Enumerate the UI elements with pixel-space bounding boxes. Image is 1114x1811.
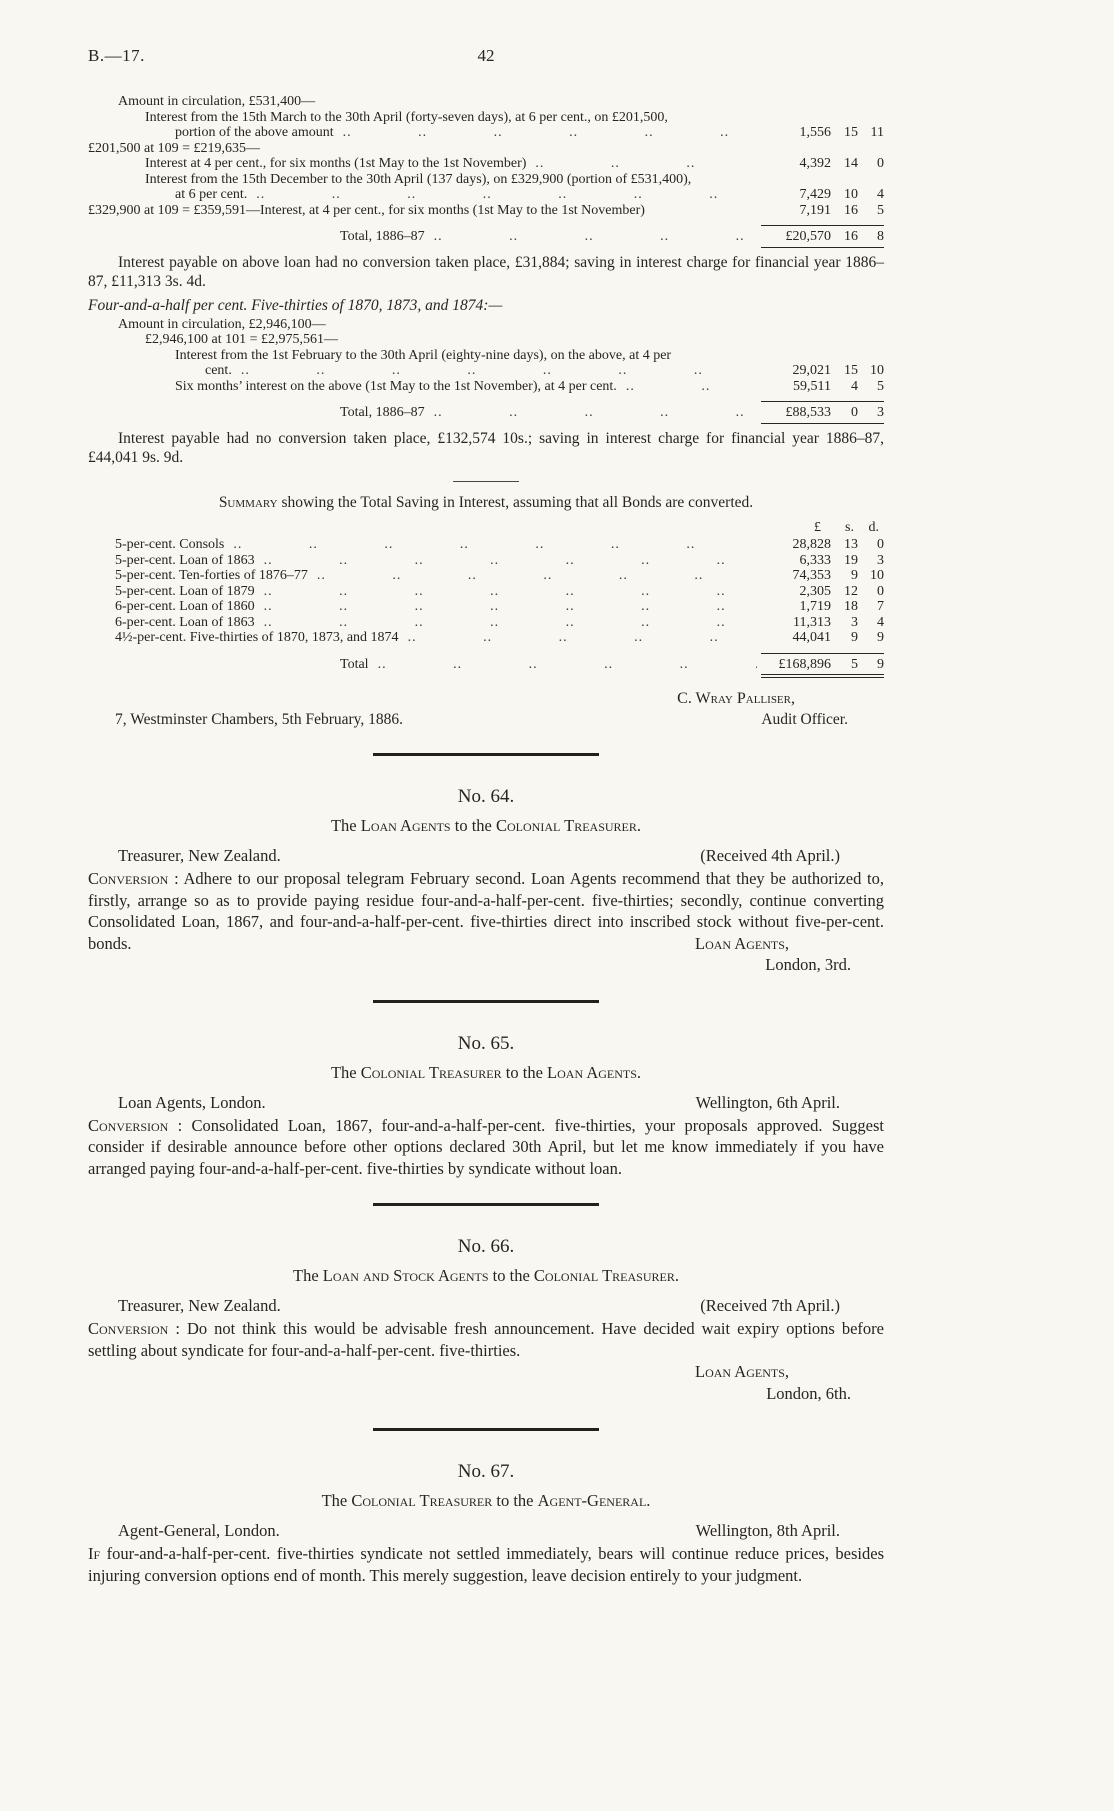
amount-pence: 0	[877, 156, 884, 171]
amount-pence: 7	[877, 599, 884, 615]
title-from: Loan Agents	[360, 816, 451, 836]
amount-shillings: 4	[851, 378, 858, 394]
dot-leader	[626, 379, 757, 395]
signature-row	[88, 711, 884, 729]
letter-title	[88, 1063, 884, 1083]
note-paragraph: Interest payable on above loan had no conversion taken place, £31,884; saving in interest charge for financial year 1886–87, £11,313 3s. 4d.	[88, 253, 884, 291]
amount-pence: 8	[877, 229, 884, 244]
ledger-line	[88, 187, 884, 203]
amount-shillings: 15	[844, 125, 858, 140]
summary-heading	[88, 494, 884, 512]
letter-lead: Conversion :	[88, 1319, 180, 1339]
table-row	[88, 630, 884, 646]
letter-text: four-and-a-half-per-cent. five-thirties syndicate not settled immediately, bears will continue reduce prices, besides injuring conversion options end of month. This merely suggestion, leave decision entirely to your judgment.	[88, 1544, 884, 1585]
total-row	[88, 653, 884, 679]
column-header-group	[761, 520, 884, 536]
amount-shillings: 5	[851, 656, 858, 672]
ledger-line-text: Interest from the 15th March to the 30th April (forty-seven days), at 6 per cent., on £201,500,	[145, 109, 668, 125]
amount-pounds: £20,570	[785, 229, 831, 244]
ledger-line	[88, 332, 884, 348]
amount-pence: 5	[877, 378, 884, 394]
letter-body	[88, 868, 884, 954]
ledger-line	[88, 94, 884, 110]
amount-pence: 9	[877, 630, 884, 646]
amount-pounds: 44,041	[792, 630, 831, 646]
amount-shillings: 9	[851, 630, 858, 646]
row-label: 5-per-cent. Loan of 1879	[115, 583, 255, 599]
letter-text: Do not think this would be advisable fresh announcement. Have decided wait expiry options before settling about syndicate for four-and-a-half-per-cent. five-thirties.	[88, 1319, 884, 1360]
letter-title	[88, 816, 884, 836]
total-label: Total	[340, 656, 369, 672]
ledger-line-text: £2,946,100 at 101 = £2,975,561—	[145, 332, 338, 348]
letter-number: No. 67.	[457, 1461, 515, 1483]
title-to: Agent-General.	[537, 1491, 651, 1511]
ledger-line-text: £201,500 at 109 = £219,635—	[88, 140, 260, 156]
title-mid: to the	[496, 1491, 534, 1511]
dot-leader	[241, 363, 757, 379]
amount-shillings: 12	[844, 583, 858, 599]
amount-pounds: 74,353	[792, 568, 831, 584]
row-label: 5-per-cent. Consols	[115, 537, 225, 553]
section-divider	[373, 1000, 599, 1003]
amount-pence: 11	[870, 125, 884, 140]
amount	[761, 630, 884, 646]
address-row	[88, 1296, 884, 1316]
ledger-line	[88, 125, 884, 141]
amount-pounds: 11,313	[793, 614, 831, 630]
column-header-pounds: £	[814, 519, 821, 535]
signature-name: C. Wray Palliser,	[677, 690, 795, 708]
total-label: Total, 1886–87	[340, 405, 425, 421]
letter-no-65	[88, 1033, 884, 1180]
title-to: Colonial Treasurer.	[533, 1266, 679, 1286]
amount-pounds: 1,556	[799, 125, 831, 140]
signature-city: London, 6th.	[766, 1383, 851, 1403]
dot-leader	[233, 537, 757, 553]
letter-title	[88, 1491, 884, 1511]
amount	[761, 537, 884, 553]
amount-pence: 5	[877, 202, 884, 218]
amount-pence: 4	[877, 187, 884, 202]
amount-pounds: 6,333	[799, 552, 831, 568]
amount-pounds: 59,511	[793, 378, 831, 394]
ledger-line	[88, 141, 884, 157]
amount	[761, 203, 884, 219]
signature-block	[88, 690, 884, 729]
letter-number: No. 65.	[457, 1032, 515, 1054]
ledger-line-text: at 6 per cent.	[175, 187, 248, 202]
total-row	[88, 401, 884, 424]
letter-lead: Conversion :	[88, 869, 179, 889]
amount	[761, 599, 884, 615]
amount	[761, 584, 884, 600]
addressee: Treasurer, New Zealand.	[118, 846, 281, 866]
dot-leader	[378, 657, 757, 673]
signature-title: Audit Officer.	[761, 711, 848, 729]
title-to: Loan Agents.	[547, 1062, 642, 1082]
letter-text: Adhere to our proposal telegram February second. Loan Agents recommend that they be authorized to, firstly, arrange so as to provide paying residue four-and-a-half-per-cent. five-thirties; secondly, continue converting Consolidated Loan, 1867, and four-and-a-half-per-cent. five-thirties direct into inscribed stock without five-per-cent. bonds.	[88, 869, 884, 953]
amount-pence: 3	[877, 405, 884, 421]
row-label: 5-per-cent. Ten-forties of 1876–77	[115, 568, 308, 584]
page-content	[88, 46, 884, 1586]
interest-account-section-2	[88, 297, 884, 468]
amount-shillings: 15	[844, 363, 858, 379]
amount	[761, 379, 884, 395]
title-mid: to the	[505, 1062, 543, 1082]
table-row	[88, 553, 884, 569]
letter-body	[88, 1115, 884, 1180]
amount-shillings: 14	[844, 156, 858, 171]
letter-no-67	[88, 1461, 884, 1586]
ledger-line-text: Amount in circulation, £531,400—	[118, 94, 316, 109]
amount-shillings: 19	[844, 552, 858, 568]
amount	[761, 363, 884, 379]
total-amount	[761, 653, 884, 679]
section-heading: Four-and-a-half per cent. Five-thirties of 1870, 1873, and 1874:—	[88, 296, 503, 314]
ledger-line-text: Interest from the 15th December to the 30th April (137 days), on £329,900 (portion of £531,400),	[145, 171, 692, 187]
amount-pounds: 28,828	[792, 537, 831, 553]
ledger-line	[88, 172, 884, 188]
addressee: Agent-General, London.	[118, 1521, 280, 1541]
section-divider	[373, 1203, 599, 1206]
row-label: 6-per-cent. Loan of 1863	[115, 614, 255, 630]
section-divider	[373, 1428, 599, 1431]
summary-heading-lead: Summary	[218, 493, 278, 511]
dot-leader	[264, 599, 757, 615]
title-pre: The	[321, 1491, 348, 1511]
amount-shillings: 18	[844, 599, 858, 615]
amount-shillings: 13	[844, 537, 858, 553]
ledger-line	[88, 110, 884, 126]
table-row	[88, 568, 884, 584]
dot-leader	[343, 125, 757, 141]
address-row	[88, 1093, 884, 1113]
amount-pounds: 4,392	[799, 156, 831, 171]
column-header-pence: d.	[868, 519, 879, 535]
amount	[761, 568, 884, 584]
ledger-line	[88, 317, 884, 333]
ledger-line	[88, 348, 884, 364]
letter-date: (Received 7th April.)	[700, 1296, 840, 1316]
table-row	[88, 599, 884, 615]
letter-title	[88, 1266, 884, 1286]
addressee: Loan Agents, London.	[118, 1092, 266, 1112]
address-row	[88, 846, 884, 866]
amount-pounds: £88,533	[785, 405, 831, 421]
dot-leader	[264, 553, 757, 569]
amount-pence: 0	[877, 583, 884, 599]
amount-pounds: 7,191	[799, 202, 831, 218]
section-divider	[373, 753, 599, 756]
dot-leader	[317, 568, 757, 584]
title-mid: to the	[492, 1266, 530, 1286]
letter-lead: Conversion :	[88, 1115, 183, 1135]
table-row	[88, 615, 884, 631]
title-to: Colonial Treasurer.	[495, 816, 642, 836]
ledger-line-text: cent.	[205, 363, 232, 379]
amount	[761, 125, 884, 141]
letter-date: (Received 4th April.)	[700, 846, 840, 866]
amount-shillings: 10	[844, 187, 858, 202]
amount-pence: 9	[877, 656, 884, 672]
dot-leader	[535, 156, 757, 172]
amount-pounds: 1,719	[799, 599, 831, 615]
page-number: 42	[477, 46, 495, 65]
ledger-line-text: portion of the above amount	[175, 125, 334, 140]
dot-leader	[264, 584, 757, 600]
amount-pence: 3	[877, 552, 884, 568]
amount	[761, 187, 884, 203]
amount-shillings: 9	[851, 568, 858, 584]
row-label: 5-per-cent. Loan of 1863	[115, 552, 255, 568]
letter-date: Wellington, 8th April.	[695, 1521, 840, 1541]
interest-account-section-1	[88, 94, 884, 292]
title-pre: The	[330, 1062, 357, 1082]
amount-pence: 10	[870, 363, 884, 379]
letter-body	[88, 1543, 884, 1586]
letter-no-64	[88, 786, 884, 976]
title-mid: to the	[454, 816, 492, 836]
amount-shillings: 16	[844, 202, 858, 218]
dot-leader	[434, 229, 757, 245]
ledger-line-text: Interest from the 1st February to the 30th April (eighty-nine days), on the above, at 4 per	[175, 347, 672, 363]
letter-number: No. 66.	[457, 1236, 515, 1258]
ledger-line-text: Interest at 4 per cent., for six months (1st May to the 1st November)	[145, 156, 527, 171]
title-pre: The	[293, 1266, 319, 1286]
amount-shillings: 16	[844, 229, 858, 244]
ledger-line	[88, 203, 884, 219]
amount-pence: 0	[877, 537, 884, 553]
title-from: Loan and Stock Agents	[322, 1266, 489, 1286]
amount	[761, 615, 884, 631]
summary-heading-rest: showing the Total Saving in Interest, assuming that all Bonds are converted.	[277, 493, 754, 511]
ledger-line-text: Six months’ interest on the above (1st May to the 1st November), at 4 per cent.	[175, 378, 617, 394]
amount-pence: 10	[870, 568, 884, 584]
signature-agents: Loan Agents,	[695, 933, 789, 953]
title-from: Colonial Treasurer	[360, 1062, 502, 1082]
total-label: Total, 1886–87	[340, 229, 425, 244]
dot-leader	[408, 630, 757, 646]
ledger-line-text: £329,900 at 109 = £359,591—Interest, at 4 per cent., for six months (1st May to the 1st November)	[88, 202, 645, 218]
ledger-line	[88, 363, 884, 379]
row-label: 4½-per-cent. Five-thirties of 1870, 1873, and 1874	[115, 630, 399, 646]
letter-body	[88, 1318, 884, 1361]
summary-column-headers	[88, 520, 884, 536]
dot-leader	[256, 187, 757, 203]
signature-agents: Loan Agents,	[695, 1362, 789, 1382]
dateline: 7, Westminster Chambers, 5th February, 1886.	[115, 711, 404, 729]
doc-ref: B.—17.	[88, 46, 145, 65]
amount-pounds: 2,305	[799, 583, 831, 599]
letter-date: Wellington, 6th April.	[695, 1092, 840, 1112]
note-paragraph: Interest payable had no conversion taken place, £132,574 10s.; saving in interest charge for financial year 1886–87, £44,041 9s. 9d.	[88, 429, 884, 467]
letter-number: No. 64.	[457, 786, 515, 808]
signature-city: London, 3rd.	[765, 955, 851, 975]
amount-pounds: £168,896	[778, 656, 831, 672]
table-row	[88, 584, 884, 600]
small-divider	[453, 481, 519, 482]
total-amount	[761, 225, 884, 248]
row-label: 6-per-cent. Loan of 1860	[115, 599, 255, 615]
amount-shillings: 0	[851, 405, 858, 421]
amount	[761, 156, 884, 172]
amount-pence: 4	[877, 614, 884, 630]
total-amount	[761, 401, 884, 424]
dot-leader	[434, 405, 757, 421]
summary-table	[88, 494, 884, 730]
letter-lead: If	[88, 1544, 101, 1564]
column-header-shillings: s.	[845, 519, 854, 535]
title-from: Colonial Treasurer	[351, 1491, 493, 1511]
amount-pounds: 7,429	[799, 187, 831, 202]
amount-shillings: 3	[851, 614, 858, 630]
amount-pounds: 29,021	[792, 363, 831, 379]
ledger-line	[88, 156, 884, 172]
dot-leader	[264, 615, 757, 631]
letter-text: Consolidated Loan, 1867, four-and-a-half-per-cent. five-thirties, your proposals approved. Suggest consider if desirable announce before other options declared 30th April, but let me know immediately if you have arranged paying four-and-a-half-per-cent. five-thirties by syndicate without loan.	[88, 1115, 884, 1178]
title-pre: The	[330, 816, 357, 836]
addressee: Treasurer, New Zealand.	[118, 1296, 281, 1316]
ledger-line	[88, 379, 884, 395]
total-row	[88, 225, 884, 248]
letter-no-66	[88, 1236, 884, 1404]
page-header	[88, 46, 884, 68]
amount	[761, 553, 884, 569]
address-row	[88, 1521, 884, 1541]
ledger-line-text: Amount in circulation, £2,946,100—	[118, 316, 326, 332]
table-row	[88, 537, 884, 553]
